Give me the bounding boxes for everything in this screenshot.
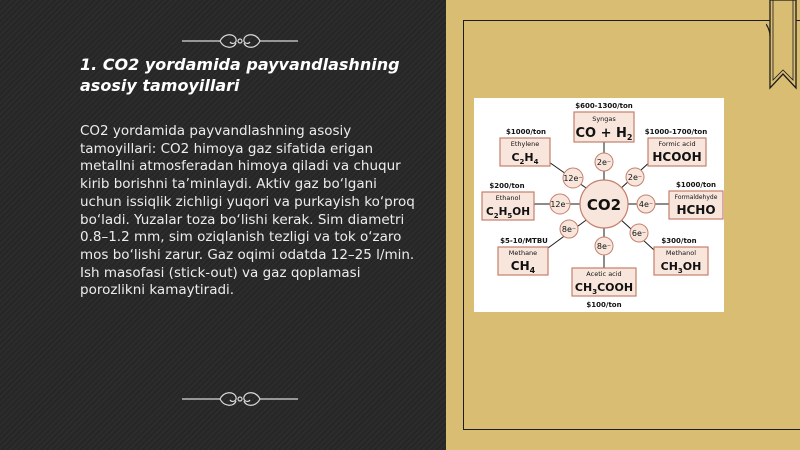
electrons-formic: 2e⁻ bbox=[627, 173, 643, 182]
name-ethylene: Ethylene bbox=[510, 140, 540, 148]
electrons-formaldehyde: 4e⁻ bbox=[638, 200, 654, 209]
price-methane: $5-10/MTBU bbox=[500, 237, 548, 245]
formula-ethylene: $C_2H_4$ bbox=[511, 151, 539, 166]
price-formaldehyde: $1000/ton bbox=[675, 181, 717, 189]
price-ethylene: $1000/ton bbox=[505, 128, 547, 136]
slide-title: 1. CO2 yordamida payvandlashning asosiy tamoyillari bbox=[80, 55, 400, 95]
name-methanol: Methanol bbox=[665, 249, 697, 257]
name-formic: Formic acid bbox=[658, 140, 696, 148]
formula-ethanol: $C_2H_5OH$ bbox=[486, 206, 530, 220]
name-formaldehyde: Formaldehyde bbox=[674, 194, 718, 201]
bookmark-ribbon-icon bbox=[766, 0, 800, 92]
price-methanol: $300/ton bbox=[661, 237, 697, 245]
formula-formic: HCOOH bbox=[652, 150, 702, 164]
formula-formaldehyde: HCHO bbox=[676, 203, 716, 217]
co2-center-label: CO2 bbox=[586, 196, 622, 214]
price-acetic: $100/ton bbox=[586, 301, 622, 309]
price-syngas: $600-1300/ton bbox=[575, 102, 633, 110]
formula-acetic: $CH_3COOH$ bbox=[574, 281, 634, 296]
slide-body-text: CO2 yordamida payvandlashning asosiy tamoyillari: CO2 himoya gaz sifatida erigan metallni atmosferadan himoya qiladi va chuqur kirib borishni ta’minlaydi. Aktiv gaz bo‘lgani uchun issiqlik zichligi yuqori va purkayish ko‘proq bo‘ladi. Yuzalar toza bo‘lishi kerak. Sim diametri 0.8–1.2 mm, sim oziqlanish tezligi va tok o‘zaro mos bo‘lishi zarur. Gaz oqimi odatda 12–25 l/min. Ish masofasi (stick-out) va gaz qoplamasi porozlikni kamaytiradi. bbox=[80, 123, 415, 299]
electrons-ethylene: 12e⁻ bbox=[563, 174, 583, 183]
electrons-syngas: 2e⁻ bbox=[596, 158, 612, 167]
electrons-methanol: 6e⁻ bbox=[631, 229, 647, 238]
price-formic: $1000-1700/ton bbox=[644, 128, 708, 136]
scroll-ornament-icon bbox=[180, 30, 300, 52]
formula-methane: $CH_4$ bbox=[510, 259, 536, 275]
name-ethanol: Ethanol bbox=[495, 194, 521, 202]
formula-syngas: CO + $H_2$ bbox=[575, 126, 633, 142]
name-syngas: Syngas bbox=[592, 115, 616, 123]
name-methane: Methane bbox=[508, 249, 538, 257]
price-ethanol: $200/ton bbox=[489, 182, 525, 190]
electrons-acetic: 8e⁻ bbox=[596, 242, 612, 251]
name-acetic: Acetic acid bbox=[586, 270, 622, 278]
co2-conversion-diagram bbox=[474, 98, 724, 312]
electrons-methane: 8e⁻ bbox=[561, 225, 577, 234]
electrons-ethanol: 12e⁻ bbox=[550, 200, 570, 209]
formula-methanol: $CH_3OH$ bbox=[660, 260, 702, 275]
scroll-ornament-icon bbox=[180, 388, 300, 410]
